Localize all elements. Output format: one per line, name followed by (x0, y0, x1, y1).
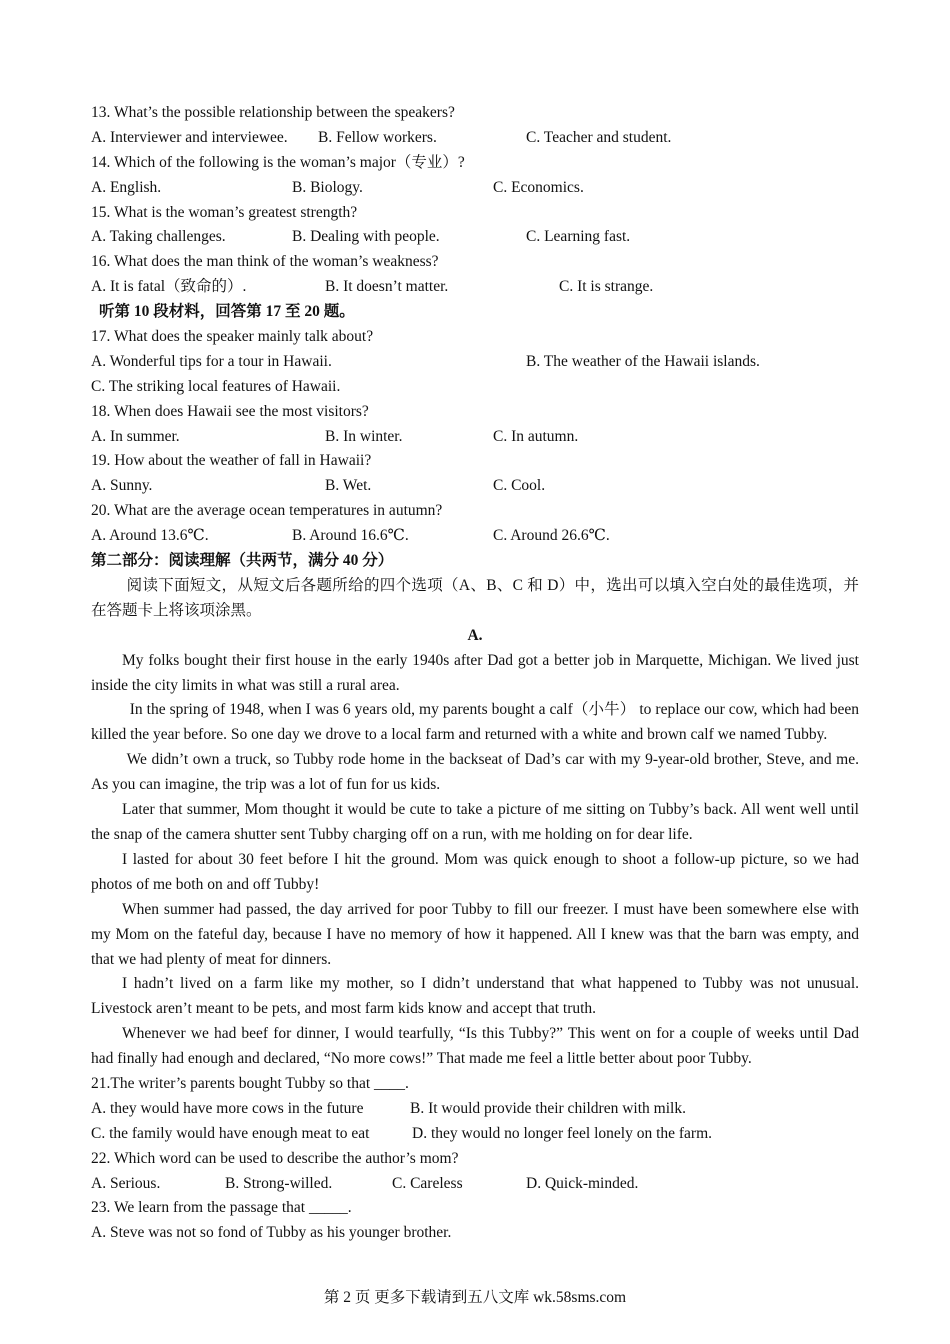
option-a: A. Interviewer and interviewee. (91, 128, 288, 146)
option-b: B. It doesn’t matter. (325, 278, 449, 296)
question-14: 14. Which of the following is the woman’s major（专业）? (91, 153, 465, 171)
option-d: D. they would no longer feel lonely on the farm. (412, 1124, 713, 1142)
option-c: C. It is strange. (559, 278, 654, 296)
option-b: B. It would provide their children with milk. (410, 1099, 686, 1117)
question-21-options-cd (91, 1122, 859, 1147)
option-a: A. It is fatal（致命的）. (91, 278, 247, 296)
option-a: A. Steve was not so fond of Tubby as his younger brother. (91, 1224, 452, 1242)
question-16: 16. What does the man think of the woman’s weakness? (91, 253, 439, 271)
option-b: B. Around 16.6℃. (292, 527, 409, 545)
question-15: 15. What is the woman’s greatest strength? (91, 203, 358, 221)
question-21: 21.The writer’s parents bought Tubby so that ____. (91, 1075, 409, 1093)
option-d: D. Quick-minded. (526, 1174, 639, 1192)
option-b: B. In winter. (325, 427, 403, 445)
question-21-options-ab (91, 1097, 859, 1122)
option-c: C. Learning fast. (526, 228, 631, 246)
option-a: A. Serious. (91, 1174, 161, 1192)
part-2-heading: 第二部分：阅读理解（共两节，满分 40 分） (91, 552, 394, 570)
option-a: A. Sunny. (91, 477, 153, 495)
option-b: B. Strong-willed. (225, 1174, 333, 1192)
option-a: A. they would have more cows in the future (91, 1099, 364, 1117)
passage-paragraph: Whenever we had beef for dinner, I would tearfully, “Is this Tubby?” This went on for a couple of weeks until Dad had finally had enough and declared, “No more cows!” That made me feel a little better about poor Tubby. (91, 1025, 859, 1068)
option-b: B. The weather of the Hawaii islands. (526, 352, 760, 370)
question-16-options (91, 275, 859, 300)
option-a: A. Around 13.6℃. (91, 527, 209, 545)
section-10-heading: 听第 10 段材料，回答第 17 至 20 题。 (99, 303, 355, 321)
option-a: A. In summer. (91, 427, 180, 445)
option-b: B. Dealing with people. (292, 228, 440, 246)
option-c: C. the family would have enough meat to eat (91, 1124, 370, 1142)
page-content (91, 101, 859, 1246)
option-c: C. Around 26.6℃. (493, 527, 610, 545)
part-2-instructions: 阅读下面短文，从短文后各题所给的四个选项（A、B、C 和 D）中，选出可以填入空白处的最佳选项，并在答题卡上将该项涂黑。 (91, 576, 859, 619)
passage-paragraph: In the spring of 1948, when I was 6 years old, my parents bought a calf（小牛） to replace our cow, which had been killed the year before. So one day we drove to a local farm and returned with a white and brown calf we named Tubby. (91, 701, 859, 744)
question-15-options (91, 225, 859, 250)
question-13-options (91, 126, 859, 151)
passage-paragraph: I hadn’t lived on a farm like my mother, so I didn’t understand that what happened to Tubby was not unusual. Livestock aren’t meant to be pets, and most farm kids know and accept that truth. (91, 975, 859, 1018)
question-18-options (91, 425, 859, 450)
option-c: C. The striking local features of Hawaii. (91, 377, 341, 395)
question-17-options (91, 350, 859, 375)
option-c: C. Teacher and student. (526, 128, 672, 146)
option-b: B. Wet. (325, 477, 372, 495)
question-22-options (91, 1172, 859, 1197)
question-20: 20. What are the average ocean temperatures in autumn? (91, 502, 443, 520)
option-a: A. English. (91, 178, 162, 196)
option-b: B. Biology. (292, 178, 363, 196)
option-a: A. Wonderful tips for a tour in Hawaii. (91, 352, 332, 370)
passage-paragraph: My folks bought their first house in the early 1940s after Dad got a better job in Marquette, Michigan. We lived just inside the city limits in what was still a rural area. (91, 651, 859, 694)
question-13: 13. What’s the possible relationship between the speakers? (91, 104, 455, 121)
question-19-options (91, 474, 859, 499)
question-17: 17. What does the speaker mainly talk about? (91, 328, 374, 346)
option-a: A. Taking challenges. (91, 228, 226, 246)
option-c: C. Careless (392, 1174, 463, 1192)
option-b: B. Fellow workers. (318, 128, 437, 146)
question-20-options (91, 524, 859, 549)
passage-paragraph: Later that summer, Mom thought it would be cute to take a picture of me sitting on Tubby’s back. All went well until the snap of the camera shutter sent Tubby charging off on a run, with me holding on for dear life. (91, 801, 859, 843)
question-22: 22. Which word can be used to describe the author’s mom? (91, 1149, 459, 1167)
question-14-options (91, 176, 859, 201)
page-footer: 第 2 页 更多下载请到五八文库 wk.58sms.com (323, 1289, 627, 1306)
passage-title: A. (467, 626, 483, 644)
question-19: 19. How about the weather of fall in Hawaii? (91, 452, 372, 470)
option-c: C. Economics. (493, 178, 584, 196)
passage-paragraph: We didn’t own a truck, so Tubby rode home in the backseat of Dad’s car with my 9-year-old brother, Steve, and me. As you can imagine, the trip was a lot of fun for us kids. (91, 751, 859, 794)
question-23: 23. We learn from the passage that _____. (91, 1199, 352, 1217)
passage-paragraph: I lasted for about 30 feet before I hit the ground. Mom was quick enough to shoot a follow-up picture, so we had photos of me both on and off Tubby! (91, 850, 859, 893)
option-c: C. Cool. (493, 477, 546, 495)
option-c: C. In autumn. (493, 427, 579, 445)
passage-paragraph: When summer had passed, the day arrived for poor Tubby to fill our freezer. I must have been somewhere else with my Mom on the fateful day, because I have no memory of how it happened. All I knew was that the barn was empty, and that we had plenty of meat for dinners. (91, 900, 859, 968)
question-18: 18. When does Hawaii see the most visitors? (91, 402, 369, 420)
